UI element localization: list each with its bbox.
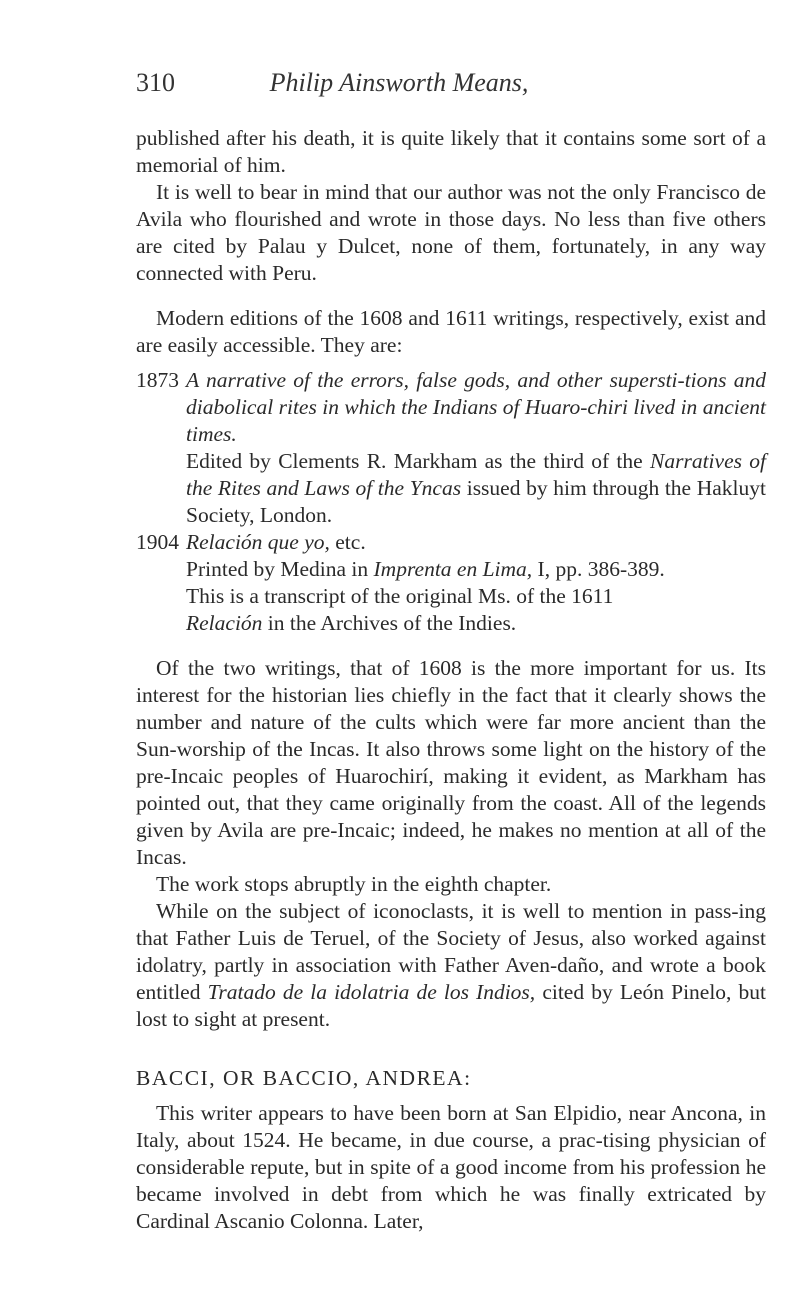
bib-year: 1904 <box>136 530 179 554</box>
paragraph-6: While on the subject of iconoclasts, it is well to mention in pass-ing that Father Luis de Teruel, of the Society of Jesus, also worked against idolatry, partly in association with Father Aven-daño, and wrote a book entitled Tratado de la idolatria de los Indios, cited by León Pinelo, but lost to sight at present. <box>136 899 767 1031</box>
page-body <box>136 125 766 1235</box>
bibliography-entry-1873 <box>136 367 766 529</box>
paragraph-2: It is well to bear in mind that our author was not the only Francisco de Avila who flourished and wrote in those days. No less than five others are cited by Palau y Dulcet, none of them, fortunately, in any way connected with Peru. <box>136 180 766 285</box>
running-head: Philip Ainsworth Means, <box>269 68 529 97</box>
paragraph-1: published after his death, it is quite likely that it contains some sort of a memorial of him. <box>136 126 766 177</box>
page-header <box>136 68 662 108</box>
section-heading: BACCI, OR BACCIO, ANDREA: <box>136 1066 472 1090</box>
bib-note: This is a transcript of the original Ms. of the 1611 <box>186 584 614 608</box>
bib-note: Edited by Clements R. Markham as the third of the Narratives of the Rites and Laws of the Yncas issued by him through the Hakluyt Society, London. <box>186 449 766 527</box>
paragraph-4: Of the two writings, that of 1608 is the more important for us. Its interest for the historian lies chiefly in the fact that it clearly shows the number and nature of the cults which were far more ancient than the Sun-worship of the Incas. It also throws some light on the history of the pre-Incaic peoples of Huarochirí, making it evident, as Markham has pointed out, that they came originally from the coast. All of the legends given by Avila are pre-Incaic; indeed, he makes no mention at all of the Incas. <box>136 656 766 869</box>
paragraph-5: The work stops abruptly in the eighth chapter. <box>156 872 552 896</box>
bib-title: A narrative of the errors, false gods, and other supersti-tions and diabolical rites in which the Indians of Huaro-chiri lived in ancient times. <box>186 368 766 446</box>
bib-title: Relación que yo, etc. <box>186 530 366 554</box>
bibliography-entry-1904 <box>136 529 766 637</box>
bib-note: Relación in the Archives of the Indies. <box>186 611 517 635</box>
page-number: 310 <box>136 68 175 97</box>
bib-year: 1873 <box>136 368 179 392</box>
paragraph-3: Modern editions of the 1608 and 1611 writings, respectively, exist and are easily accessible. They are: <box>136 306 766 357</box>
paragraph-7: This writer appears to have been born at San Elpidio, near Ancona, in Italy, about 1524. He became, in due course, a prac-tising physician of considerable repute, but in spite of a good income from his profession he became involved in debt from which he was finally extricated by Cardinal Ascanio Colonna. Later, <box>136 1101 766 1233</box>
bib-note: Printed by Medina in Imprenta en Lima, I, pp. 386-389. <box>186 557 665 581</box>
